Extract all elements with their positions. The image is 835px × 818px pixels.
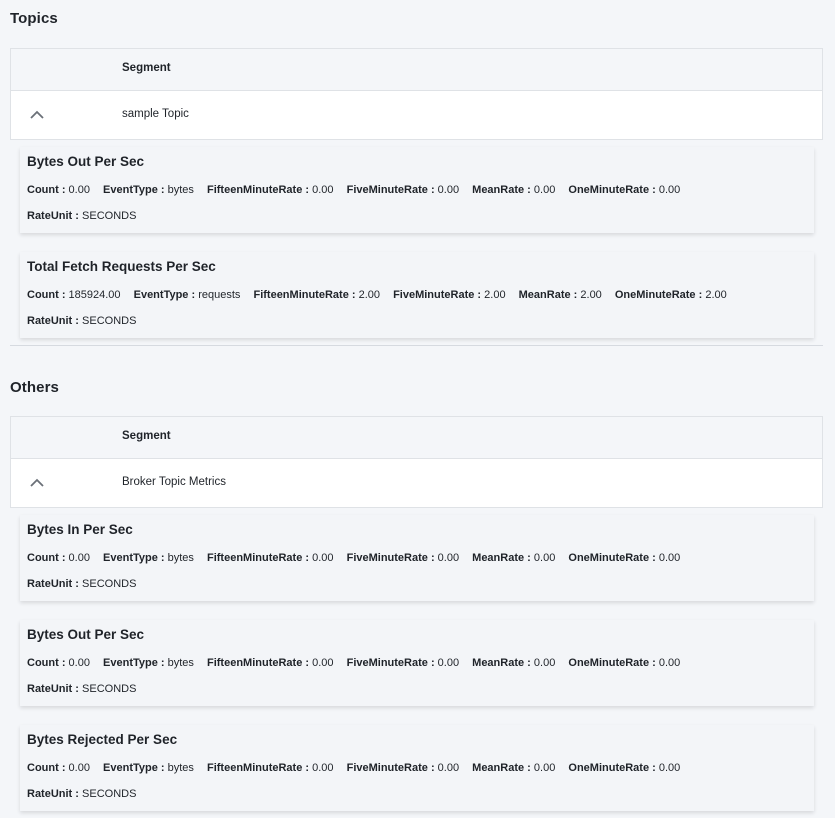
event-type-label: EventType : bbox=[133, 289, 196, 301]
count-value: 185924.00 bbox=[68, 289, 121, 301]
five-minute-rate-value: 0.00 bbox=[437, 762, 460, 774]
mean-rate-label: MeanRate : bbox=[472, 657, 531, 669]
others-segment-table bbox=[10, 416, 823, 508]
metric-values-line bbox=[27, 762, 690, 774]
five-minute-rate-label: FiveMinuteRate : bbox=[346, 762, 435, 774]
fifteen-minute-rate-value: 0.00 bbox=[312, 762, 334, 774]
five-minute-rate-value: 0.00 bbox=[437, 552, 460, 564]
chevron-up-icon[interactable] bbox=[29, 108, 45, 120]
event-type-value: bytes bbox=[167, 657, 194, 669]
count-value: 0.00 bbox=[68, 552, 90, 564]
one-minute-rate-value: 0.00 bbox=[658, 184, 681, 196]
segment-row-label: sample Topic bbox=[122, 108, 189, 120]
event-type-label: EventType : bbox=[103, 762, 165, 774]
rate-unit-value: SECONDS bbox=[82, 578, 137, 590]
fifteen-minute-rate-label: FifteenMinuteRate : bbox=[253, 289, 356, 301]
metric-title: Bytes In Per Sec bbox=[27, 522, 133, 537]
fifteen-minute-rate-label: FifteenMinuteRate : bbox=[206, 552, 310, 564]
rate-unit-label: RateUnit : bbox=[27, 315, 79, 327]
rate-unit-label: RateUnit : bbox=[27, 210, 79, 222]
metric-card-bytes-out-per-sec bbox=[20, 147, 814, 233]
event-type-value: bytes bbox=[167, 184, 194, 196]
one-minute-rate-label: OneMinuteRate : bbox=[568, 552, 656, 564]
count-value: 0.00 bbox=[68, 657, 90, 669]
one-minute-rate-label: OneMinuteRate : bbox=[568, 657, 656, 669]
metric-card-bytes-rejected-per-sec bbox=[20, 725, 814, 811]
five-minute-rate-label: FiveMinuteRate : bbox=[346, 552, 435, 564]
event-type-value: requests bbox=[198, 289, 241, 301]
table-header bbox=[11, 49, 822, 91]
five-minute-rate-value: 2.00 bbox=[484, 289, 506, 301]
rate-unit-label: RateUnit : bbox=[27, 578, 79, 590]
metric-card-total-fetch-requests-per-sec bbox=[20, 252, 814, 338]
metric-rate-unit-line bbox=[27, 578, 136, 590]
metric-rate-unit-line bbox=[27, 315, 136, 327]
one-minute-rate-label: OneMinuteRate : bbox=[614, 289, 703, 301]
rate-unit-value: SECONDS bbox=[82, 210, 137, 222]
metric-title: Bytes Out Per Sec bbox=[27, 154, 145, 169]
chevron-up-icon[interactable] bbox=[29, 476, 45, 488]
rate-unit-value: SECONDS bbox=[82, 683, 137, 695]
event-type-label: EventType : bbox=[103, 552, 165, 564]
five-minute-rate-value: 0.00 bbox=[437, 184, 460, 196]
mean-rate-value: 0.00 bbox=[533, 657, 556, 669]
count-label: Count : bbox=[27, 552, 66, 564]
rate-unit-value: SECONDS bbox=[82, 315, 137, 327]
five-minute-rate-label: FiveMinuteRate : bbox=[346, 657, 435, 669]
one-minute-rate-value: 0.00 bbox=[658, 657, 681, 669]
metric-title: Bytes Out Per Sec bbox=[27, 627, 145, 642]
metric-rate-unit-line bbox=[27, 210, 136, 222]
one-minute-rate-label: OneMinuteRate : bbox=[568, 184, 656, 196]
section-title-topics: Topics bbox=[10, 10, 58, 27]
count-label: Count : bbox=[27, 289, 66, 301]
mean-rate-label: MeanRate : bbox=[472, 762, 531, 774]
mean-rate-value: 0.00 bbox=[533, 184, 556, 196]
metric-card-bytes-out-per-sec bbox=[20, 620, 814, 706]
segment-row-label: Broker Topic Metrics bbox=[122, 476, 226, 488]
count-label: Count : bbox=[27, 657, 66, 669]
metric-values-line bbox=[27, 657, 690, 669]
metric-card-bytes-in-per-sec bbox=[20, 515, 814, 601]
one-minute-rate-value: 0.00 bbox=[658, 762, 681, 774]
fifteen-minute-rate-value: 0.00 bbox=[312, 184, 334, 196]
table-row-broker-topic-metrics[interactable] bbox=[11, 459, 822, 507]
fifteen-minute-rate-value: 0.00 bbox=[312, 657, 334, 669]
one-minute-rate-label: OneMinuteRate : bbox=[568, 762, 656, 774]
fifteen-minute-rate-label: FifteenMinuteRate : bbox=[206, 657, 310, 669]
section-divider bbox=[10, 345, 823, 346]
topics-segment-table bbox=[10, 48, 823, 140]
table-header bbox=[11, 417, 822, 459]
event-type-label: EventType : bbox=[103, 657, 165, 669]
count-value: 0.00 bbox=[68, 762, 90, 774]
fifteen-minute-rate-label: FifteenMinuteRate : bbox=[206, 184, 310, 196]
rate-unit-value: SECONDS bbox=[82, 788, 137, 800]
metric-values-line bbox=[27, 184, 690, 196]
segment-column-header: Segment bbox=[122, 430, 171, 442]
event-type-label: EventType : bbox=[103, 184, 165, 196]
segment-column-header: Segment bbox=[122, 62, 171, 74]
section-title-others: Others bbox=[10, 379, 59, 396]
metric-title: Total Fetch Requests Per Sec bbox=[27, 259, 216, 274]
fifteen-minute-rate-value: 0.00 bbox=[312, 552, 334, 564]
event-type-value: bytes bbox=[167, 552, 194, 564]
mean-rate-label: MeanRate : bbox=[472, 552, 531, 564]
metric-values-line bbox=[27, 289, 737, 301]
five-minute-rate-value: 0.00 bbox=[437, 657, 460, 669]
event-type-value: bytes bbox=[167, 762, 194, 774]
mean-rate-label: MeanRate : bbox=[518, 289, 578, 301]
five-minute-rate-label: FiveMinuteRate : bbox=[393, 289, 482, 301]
count-label: Count : bbox=[27, 762, 66, 774]
metric-rate-unit-line bbox=[27, 788, 136, 800]
metric-rate-unit-line bbox=[27, 683, 136, 695]
one-minute-rate-value: 0.00 bbox=[658, 552, 681, 564]
five-minute-rate-label: FiveMinuteRate : bbox=[346, 184, 435, 196]
one-minute-rate-value: 2.00 bbox=[705, 289, 727, 301]
rate-unit-label: RateUnit : bbox=[27, 683, 79, 695]
rate-unit-label: RateUnit : bbox=[27, 788, 79, 800]
metric-values-line bbox=[27, 552, 690, 564]
fifteen-minute-rate-value: 2.00 bbox=[358, 289, 381, 301]
mean-rate-value: 0.00 bbox=[533, 552, 556, 564]
mean-rate-label: MeanRate : bbox=[472, 184, 531, 196]
count-value: 0.00 bbox=[68, 184, 90, 196]
metric-title: Bytes Rejected Per Sec bbox=[27, 732, 178, 747]
table-row-sample-topic[interactable] bbox=[11, 91, 822, 139]
fifteen-minute-rate-label: FifteenMinuteRate : bbox=[206, 762, 310, 774]
count-label: Count : bbox=[27, 184, 66, 196]
mean-rate-value: 0.00 bbox=[533, 762, 556, 774]
mean-rate-value: 2.00 bbox=[580, 289, 602, 301]
